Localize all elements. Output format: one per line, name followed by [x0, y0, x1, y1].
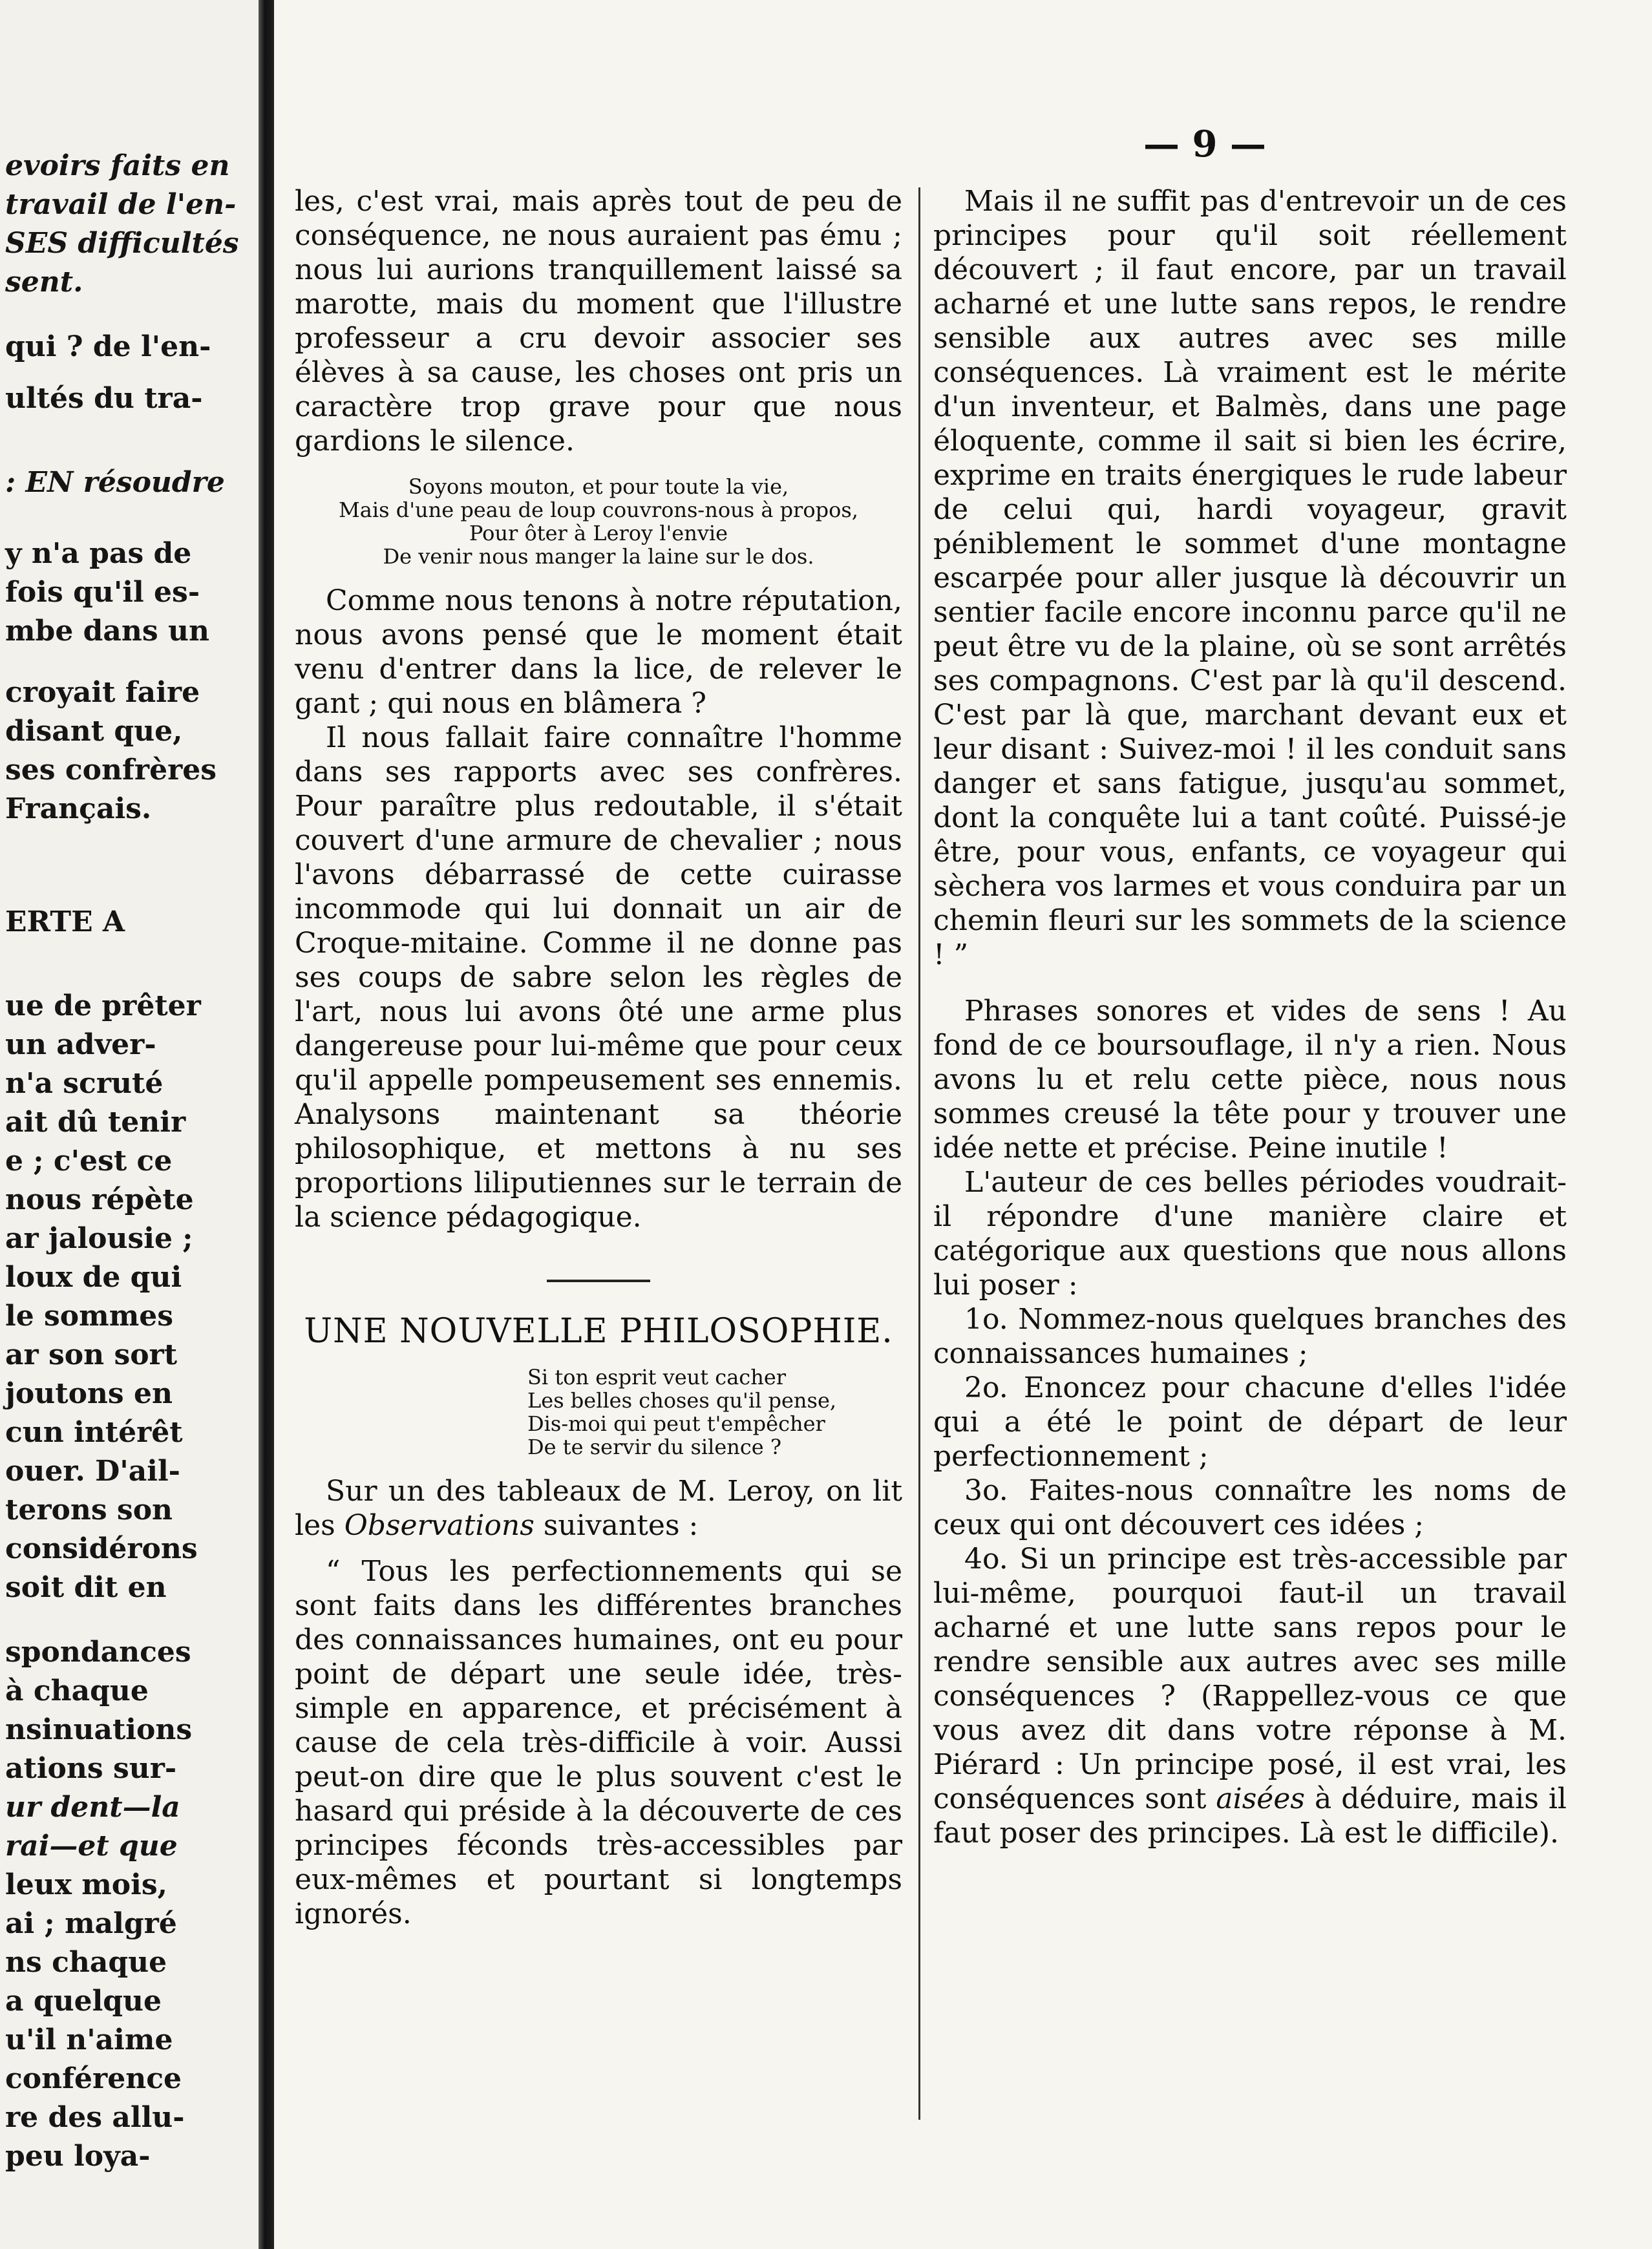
previous-page-line: ait dû tenir	[5, 1106, 186, 1139]
question-item: 2o. Enoncez pour chacune d'elles l'idée qui a été le point de départ de leur perfectionnement ;	[933, 1371, 1567, 1473]
section-divider	[547, 1280, 650, 1282]
previous-page-line: conférence	[5, 2062, 182, 2095]
previous-page-line: croyait faire	[5, 676, 200, 709]
text-run: à déduire, mais il faut poser des principes. Là est le difficile).	[933, 1782, 1567, 1850]
previous-page-line: rai—et que	[5, 1830, 178, 1863]
previous-page-line: terons son	[5, 1494, 173, 1526]
quotation-paragraph: “ Tous les perfectionnements qui se sont faits dans les différentes branches des connaissances humaines, ont eu pour point de départ une seule idée, très-simple en apparence, et précisément à cause de cela très-difficile à voir. Aussi peut-on dire que le plus souvent c'est le hasard qui préside à la découverte de ces principes féconds très-accessibles par eux-mêmes et pourtant si longtemps ignorés.	[295, 1555, 902, 1930]
previous-page-line: mbe dans un	[5, 615, 209, 648]
previous-page-line: SES difficultés	[5, 227, 239, 260]
previous-page-line: soit dit en	[5, 1571, 167, 1604]
page-number: — 9 —	[1143, 123, 1266, 165]
previous-page-line: nous répète	[5, 1183, 194, 1216]
previous-page-line: e ; c'est ce	[5, 1145, 173, 1177]
previous-page-line: loux de qui	[5, 1261, 182, 1294]
previous-page-line: ations sur-	[5, 1752, 177, 1785]
previous-page-line: joutons en	[5, 1377, 173, 1410]
question-item	[933, 1542, 1567, 1850]
question-item: 1o. Nommez-nous quelques branches des connaissances humaines ;	[933, 1303, 1567, 1370]
previous-page-line: sent.	[5, 266, 83, 299]
previous-page-line: leux mois,	[5, 1868, 167, 1901]
previous-page-line: fois qu'il es-	[5, 576, 200, 609]
paragraph	[295, 1474, 902, 1543]
previous-page-line: qui ? de l'en-	[5, 330, 211, 363]
column-divider	[918, 187, 920, 2120]
paragraph: les, c'est vrai, mais après tout de peu de conséquence, ne nous auraient pas ému ; nous lui aurions tranquillement laissé sa marotte, mais du moment que l'illustre professeur a cru devoir associer ses élèves à sa cause, les choses ont pris un caractère trop grave pour que nous gardions le silence.	[295, 185, 902, 458]
previous-page-line: le sommes	[5, 1300, 174, 1333]
previous-page-line: à chaque	[5, 1674, 149, 1707]
previous-page-line: un adver-	[5, 1028, 156, 1061]
paragraph: Comme nous tenons à notre réputation, nous avons pensé que le moment était venu d'entrer dans la lice, de relever le gant ; qui nous en blâmera ?	[295, 584, 902, 720]
verse-line: Mais d'une peau de loup couvrons-nous à propos,	[339, 498, 858, 522]
previous-page-line: ur dent—la	[5, 1791, 180, 1824]
question-item: 3o. Faites-nous connaître les noms de ceux qui ont découvert ces idées ;	[933, 1474, 1567, 1541]
italic-term: Observations	[344, 1509, 535, 1542]
previous-page-line: peu loya-	[5, 2140, 151, 2173]
previous-page-line: cun intérêt	[5, 1416, 183, 1449]
previous-page-line: spondances	[5, 1636, 191, 1669]
previous-page-line: travail de l'en-	[5, 188, 237, 221]
paragraph: Mais il ne suffit pas d'entrevoir un de ces principes pour qu'il soit réellement découvert ; il faut encore, par un travail acharné et une lutte sans repos, le rendre sensible aux autres avec ses mille conséquences. Là vraiment est le mérite d'un inventeur, et Balmès, dans une page éloquente, comme il sait si bien les écrire, exprime en traits énergiques le rude labeur de celui qui, hardi voyageur, gravit péniblement le sommet d'une montagne escarpée pour aller jusque là découvrir un sentier facile encore inconnu parce qu'il ne peut être vu de la plaine, où se sont arrêtés ses compagnons. C'est par là qu'il descend. C'est par là que, marchant devant eux et leur disant : Suivez-moi ! il les conduit sans danger et sans fatigue, jusqu'au sommet, dont la conquête lui a tant coûté. Puissé-je être, pour vous, enfants, ce voyageur qui sèchera vos larmes et vous conduira par un chemin fleuri sur les sommets de la science ! ”	[933, 185, 1567, 971]
text-run: Sur un des tableaux de M. Leroy, on lit les	[295, 1475, 902, 1542]
verse-line: De te servir du silence ?	[527, 1435, 782, 1459]
previous-page-line: disant que,	[5, 715, 183, 748]
text-run: suivantes :	[534, 1509, 699, 1542]
paragraph: Phrases sonores et vides de sens ! Au fond de ce boursouflage, il n'y a rien. Nous avons lu et relu cette pièce, nous nous sommes creusé la tête pour y trouver une idée nette et précise. Peine inutile !	[933, 995, 1567, 1165]
previous-page-line: Français.	[5, 792, 152, 825]
epigraph	[527, 1366, 902, 1459]
verse-line: Dis-moi qui peut t'empêcher	[527, 1411, 825, 1436]
previous-page-line: ai ; malgré	[5, 1907, 177, 1940]
previous-page-fragment	[0, 0, 259, 2249]
previous-page-line: ar son sort	[5, 1338, 178, 1371]
previous-page-line: nsinuations	[5, 1713, 193, 1746]
previous-page-line: a quelque	[5, 1985, 162, 2018]
verse-line: Soyons mouton, et pour toute la vie,	[408, 474, 789, 499]
previous-page-line: ar jalousie ;	[5, 1222, 193, 1255]
section-title: UNE NOUVELLE PHILOSOPHIE.	[304, 1312, 893, 1351]
previous-page-line: ses confrères	[5, 754, 217, 787]
page	[274, 0, 1652, 2249]
previous-page-line: evoirs faits en	[5, 149, 230, 182]
paragraph: Il nous fallait faire connaître l'homme dans ses rapports avec ses confrères. Pour paraître plus redoutable, il s'était couvert d'une armure de chevalier ; nous l'avons débarrassé de cette cuirasse incommode qui lui donnait un air de Croque-mitaine. Comme il ne donne pas ses coups de sabre selon les règles de l'art, nous lui avons ôté une arme plus dangereuse pour lui-même que pour ceux qu'il appelle pompeusement ses ennemis. Analysons maintenant sa théorie philosophique, et mettons à nu ses proportions liliputiennes sur le terrain de la science pédagogique.	[295, 721, 902, 1234]
previous-page-line: ue de prêter	[5, 989, 201, 1022]
verse-line: De venir nous manger la laine sur le dos.	[383, 544, 814, 569]
left-column	[295, 184, 902, 1931]
text-run: 4o. Si un principe est très-accessible par lui-même, pourquoi faut-il un travail acharné et une lutte sans repos pour le rendre sensible aux autres avec ses mille conséquences ? (Rappellez-vous ce que vous avez dit dans votre réponse à M. Piérard : Un principe posé, il est vrai, les conséquences sont	[933, 1543, 1567, 1815]
paragraph: L'auteur de ces belles périodes voudrait-il répondre d'une manière claire et catégorique aux questions que nous allons lui poser :	[933, 1166, 1567, 1302]
previous-page-line: : EN résoudre	[5, 466, 225, 499]
verse-line: Les belles choses qu'il pense,	[527, 1388, 837, 1413]
verse-line: Si ton esprit veut cacher	[527, 1365, 787, 1389]
previous-page-line: ultés du tra-	[5, 382, 203, 415]
previous-page-line: n'a scruté	[5, 1067, 164, 1100]
verse-quote	[295, 475, 902, 568]
previous-page-line: ns chaque	[5, 1946, 167, 1979]
previous-page-line: u'il n'aime	[5, 2023, 173, 2056]
previous-page-line: ERTE A	[5, 905, 125, 938]
previous-page-line: y n'a pas de	[5, 537, 192, 570]
right-column	[933, 184, 1567, 1850]
previous-page-line: ouer. D'ail-	[5, 1455, 180, 1488]
previous-page-line: re des allu-	[5, 2101, 185, 2134]
verse-line: Pour ôter à Leroy l'envie	[469, 521, 728, 545]
book-gutter	[259, 0, 274, 2249]
previous-page-line: considérons	[5, 1532, 198, 1565]
italic-term: aisées	[1216, 1782, 1305, 1815]
